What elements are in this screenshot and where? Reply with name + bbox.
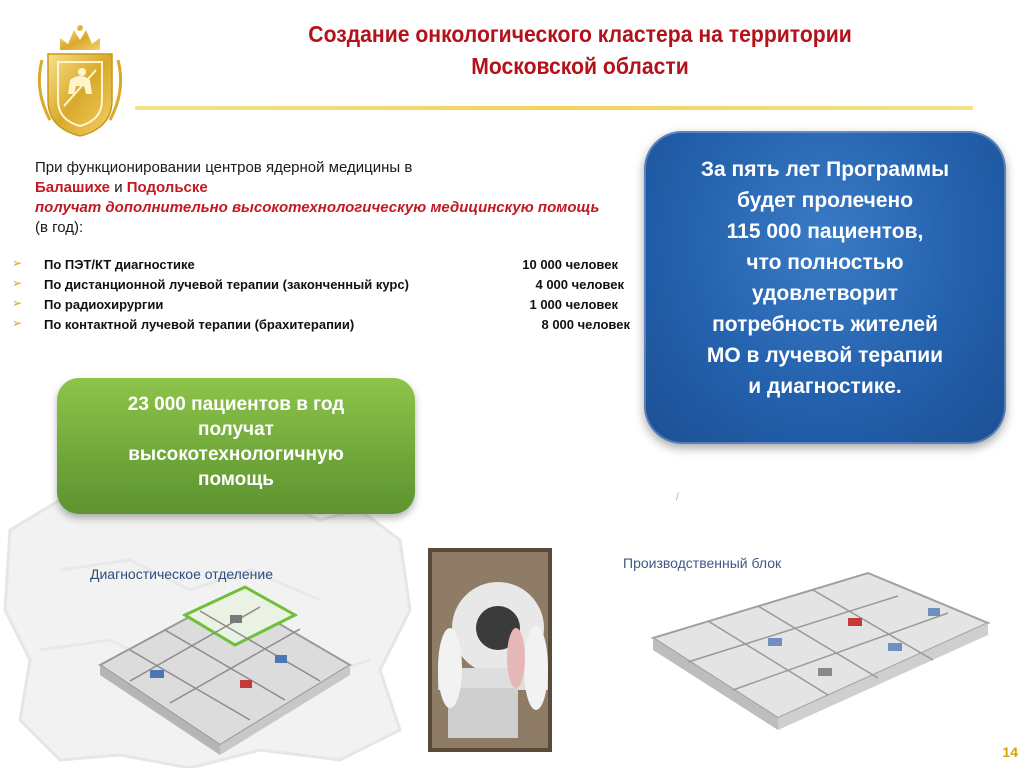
bullet-arrow-icon: ➢ <box>12 316 23 330</box>
list-item: ➢ По радиохирургии 1 000 человек <box>12 296 618 312</box>
city-podolsk: Подольске <box>126 179 208 196</box>
bullet-arrow-icon: ➢ <box>12 276 23 290</box>
page-number: 14 <box>1002 744 1018 760</box>
list-item: ➢ По дистанционной лучевой терапии (законченный курс) 4 000 человек <box>12 276 624 292</box>
production-block-caption: Производственный блок <box>623 555 782 571</box>
stray-mark: / <box>676 492 679 503</box>
city-balashikha: Балашихе <box>35 179 111 196</box>
diagnostic-department-caption: Диагностическое отделение <box>90 566 273 582</box>
bullet-arrow-icon: ➢ <box>12 296 23 310</box>
bullet-arrow-icon: ➢ <box>12 256 23 270</box>
moscow-region-emblem <box>30 20 130 140</box>
page-title: Создание онкологического кластера на территории Московской области <box>308 21 852 79</box>
intro-paragraph: При функционировании центров ядерной медицины в Балашихе и Подольске получат дополнительно высокотехнологическую медицинскую помощь (в год): <box>35 159 600 236</box>
list-item: ➢ По контактной лучевой терапии (брахитерапии) 8 000 человек <box>12 316 630 332</box>
list-item: ➢ По ПЭТ/КТ диагностике 10 000 человек <box>12 256 618 272</box>
program-summary-text: За пять лет Программы будет пролечено 115 000 пациентов, что полностью удовлетворит потребность жителей МО в лучевой терапии и диагностике. <box>700 158 950 398</box>
diagnostic-department-plan-image <box>90 575 358 755</box>
production-block-plan-image <box>648 568 990 750</box>
patients-per-year-text: 23 000 пациентов в год получат высокотехнологичную помощь <box>127 394 345 490</box>
pet-ct-scanner-photo <box>428 548 552 752</box>
intro-italic: получат дополнительно высокотехнологическую медицинскую помощь <box>35 199 600 216</box>
services-list <box>12 256 632 336</box>
title-divider <box>135 106 973 110</box>
